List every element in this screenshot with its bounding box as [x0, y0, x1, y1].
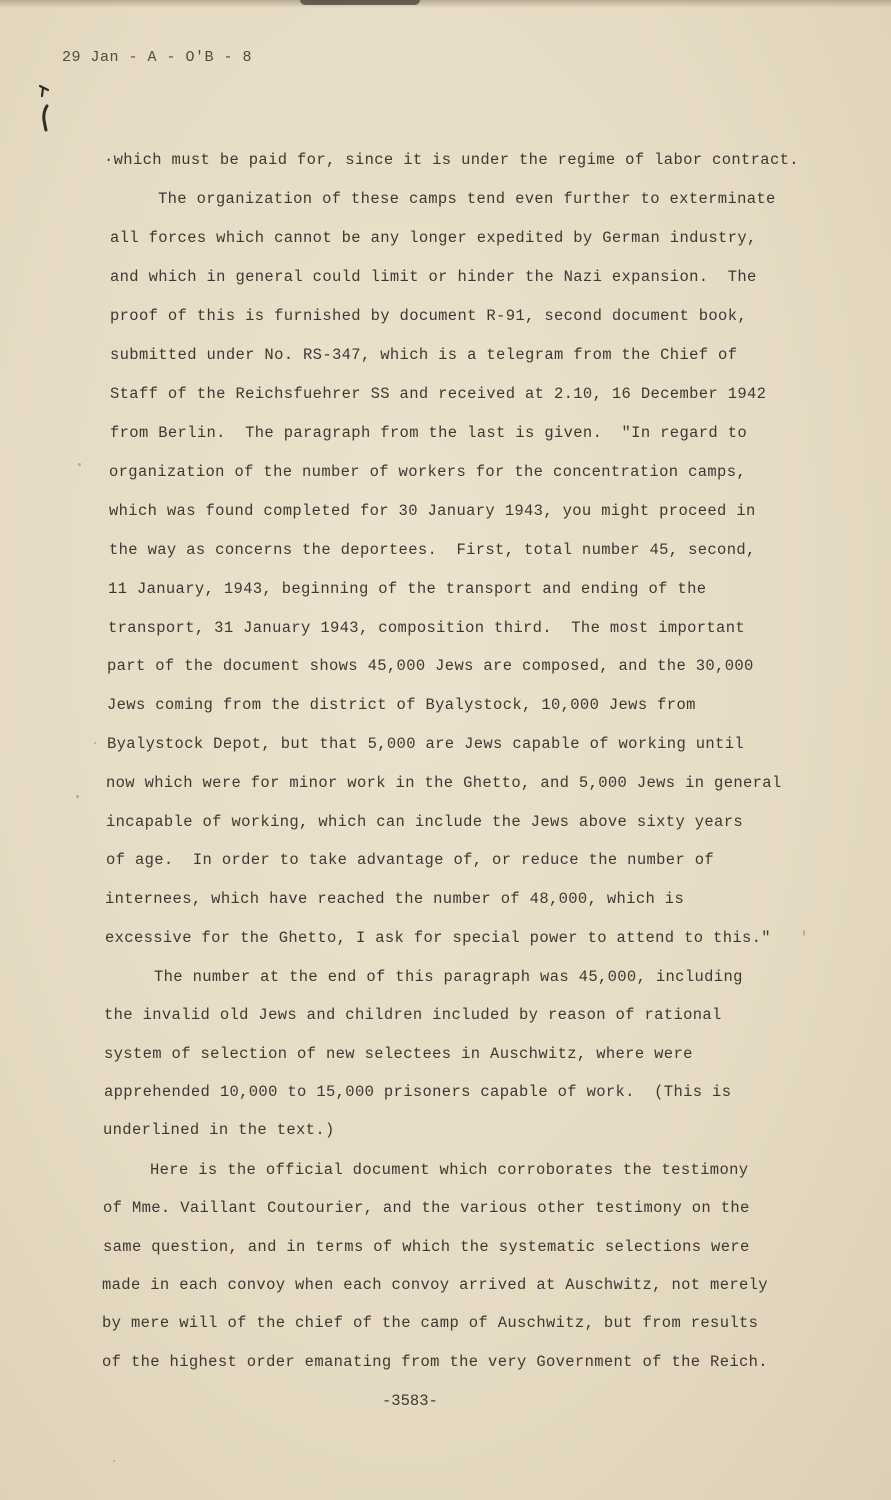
text-line-18: incapable of working, which can include the Jews above sixty years	[106, 813, 743, 831]
text-line-26: underlined in the text.)	[103, 1121, 335, 1139]
text-line-17: now which were for minor work in the Ghetto, and 5,000 Jews in general	[106, 774, 782, 792]
text-line-1: ·which must be paid for, since it is under the regime of labor contract.	[104, 151, 799, 169]
text-line-31: by mere will of the chief of the camp of Auschwitz, but from results	[102, 1314, 759, 1332]
text-line-2: The organization of these camps tend even further to exterminate	[158, 190, 776, 208]
text-line-22: The number at the end of this paragraph was 45,000, including	[154, 968, 743, 986]
text-line-20: internees, which have reached the number of 48,000, which is	[105, 890, 685, 908]
paper-speck	[803, 930, 805, 936]
paper-speck	[113, 1460, 115, 1462]
text-line-19: of age. In order to take advantage of, or reduce the number of	[106, 851, 715, 869]
text-line-27: Here is the official document which corroborates the testimony	[150, 1161, 749, 1179]
text-line-5: proof of this is furnished by document R-91, second document book,	[110, 307, 747, 325]
text-line-10: which was found completed for 30 January 1943, you might proceed in	[109, 502, 756, 520]
page-header-reference: 29 Jan - A - O'B - 8	[62, 49, 253, 66]
paper-stain	[300, 0, 420, 5]
paper-speck	[94, 742, 96, 744]
text-line-16: Byalystock Depot, but that 5,000 are Jews capable of working until	[107, 735, 744, 753]
text-line-14: part of the document shows 45,000 Jews are composed, and the 30,000	[107, 657, 754, 675]
paper-speck	[76, 795, 79, 798]
page-number: -3583-	[382, 1392, 438, 1410]
text-line-11: the way as concerns the deportees. First, total number 45, second,	[109, 541, 756, 559]
text-line-24: system of selection of new selectees in Auschwitz, where were	[104, 1045, 693, 1063]
text-line-8: from Berlin. The paragraph from the last is given. "In regard to	[110, 424, 747, 442]
text-line-15: Jews coming from the district of Byalystock, 10,000 Jews from	[107, 696, 696, 714]
text-line-13: transport, 31 January 1943, composition third. The most important	[108, 619, 745, 637]
handwritten-margin-mark	[34, 80, 58, 136]
text-line-6: submitted under No. RS-347, which is a telegram from the Chief of	[110, 346, 738, 364]
text-line-9: organization of the number of workers for the concentration camps,	[109, 463, 746, 481]
text-line-7: Staff of the Reichsfuehrer SS and received at 2.10, 16 December 1942	[110, 385, 767, 403]
text-line-28: of Mme. Vaillant Coutourier, and the various other testimony on the	[103, 1199, 750, 1217]
text-line-4: and which in general could limit or hinder the Nazi expansion. The	[110, 268, 757, 286]
paper-speck	[78, 463, 81, 466]
paper-top-edge	[0, 0, 891, 8]
text-line-12: 11 January, 1943, beginning of the transport and ending of the	[108, 580, 707, 598]
text-line-30: made in each convoy when each convoy arrived at Auschwitz, not merely	[102, 1276, 768, 1294]
text-line-25: apprehended 10,000 to 15,000 prisoners capable of work. (This is	[104, 1083, 732, 1101]
text-line-32: of the highest order emanating from the very Government of the Reich.	[102, 1353, 768, 1371]
text-line-23: the invalid old Jews and children included by reason of rational	[104, 1006, 722, 1024]
text-line-21: excessive for the Ghetto, I ask for special power to attend to this."	[105, 929, 771, 947]
text-line-3: all forces which cannot be any longer expedited by German industry,	[110, 229, 757, 247]
text-line-29: same question, and in terms of which the systematic selections were	[103, 1238, 750, 1256]
